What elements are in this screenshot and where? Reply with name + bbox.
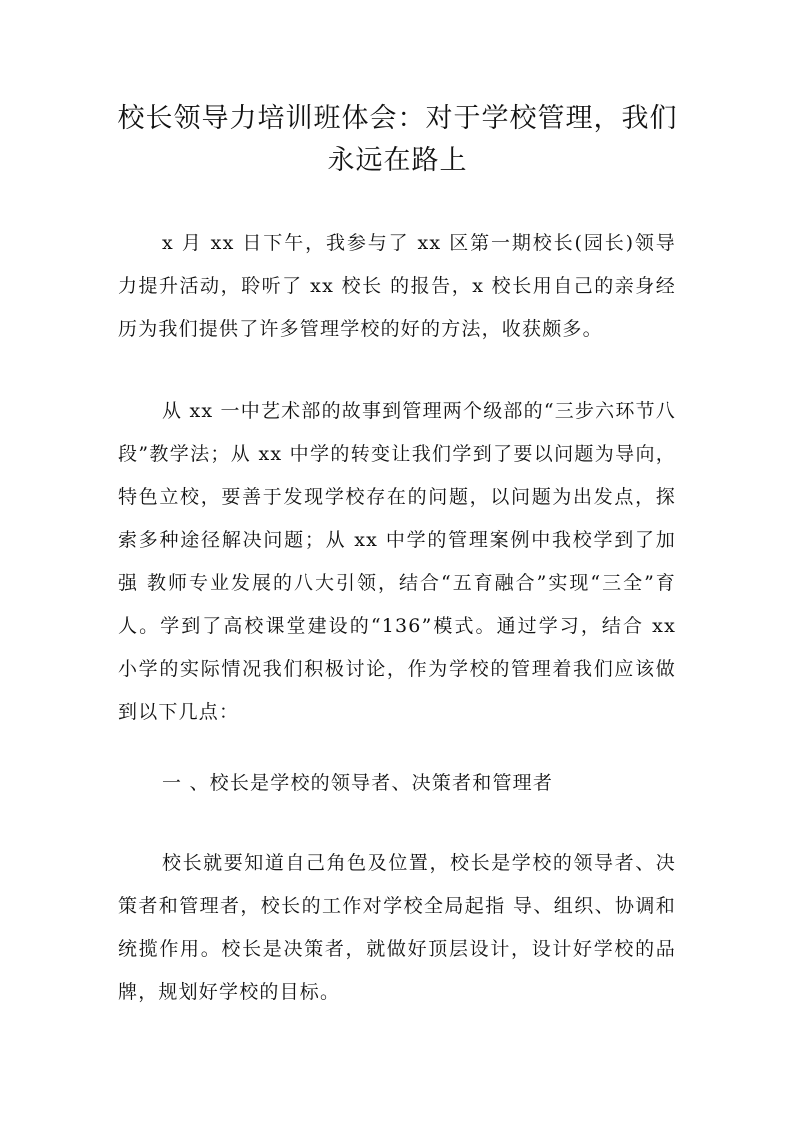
section-heading-1: 一 、校长是学校的领导者、决策者和管理者	[162, 772, 554, 794]
paragraph-learning: 从 xx 一中艺术部的故事到管理两个级部的“三步六环节八段”教学法；从 xx 中学的转变让我们学到了要以问题为导向，特色立校，要善于发现学校存在的问题，以问题为出发点，探索多种途径解决问题；从 xx 中学的管理案例中我校学到了加强 教师专业发展的八大引领，结合“五育融合”实现“三全”育人。学到了高校课堂建设的“136”模式。通过学习，结合 xx 小学的实际情况我们积极讨论，作为学校的管理着我们应该做到以下几点：	[118, 400, 676, 723]
paragraph-principal-role: 校长就要知道自己角色及位置，校长是学校的领导者、决策者和管理者，校长的工作对学校全局起指 导、组织、协调和统揽作用。校长是决策者，就做好顶层设计，设计好学校的品牌，规划好学校的目标。	[118, 852, 676, 1003]
document-title: 校长领导力培训班体会：对于学校管理，我们永远在路上	[117, 103, 678, 176]
paragraph-intro: x 月 xx 日下午，我参与了 xx 区第一期校长(园长)领导力提升活动，聆听了 xx 校长 的报告，x 校长用自己的亲身经历为我们提供了许多管理学校的好的方法，收获颇多。	[118, 232, 676, 340]
